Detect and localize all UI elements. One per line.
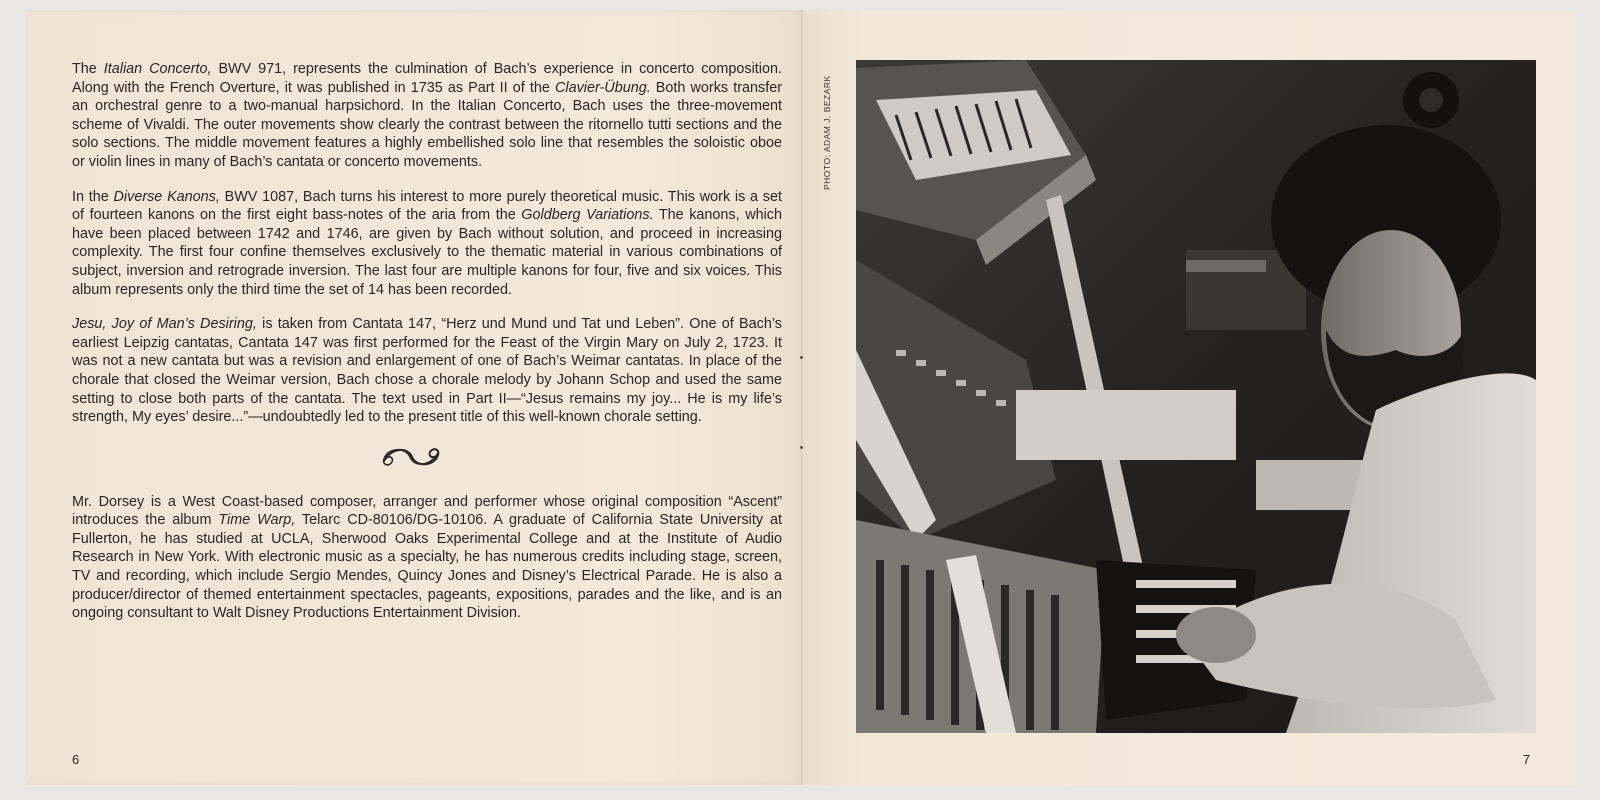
text-run: The — [72, 61, 104, 77]
italic-title: Italian Concerto, — [103, 61, 212, 77]
italic-title: Time Warp, — [218, 512, 296, 529]
italic-title: Clavier-Übung. — [554, 79, 651, 96]
paragraph-jesu-joy — [72, 315, 782, 427]
paragraph-diverse-kanons — [72, 188, 782, 300]
italic-title: Jesu, Joy of Man’s Desiring, — [72, 316, 257, 333]
paragraph-italian-concerto — [72, 60, 782, 172]
flourish-ornament-icon — [378, 443, 444, 471]
text-run: The kanons, which have been placed between 1742 and 1746, are given by Bach without solution, and proceed in increasing complexity. The first four confine themselves exclusively to the thematic material in various combinations of subject, inversion and retrograde inversion. The last four are multiple kanons for four, five and six voices. This album represents only the third time the set of 14 has been recorded. — [72, 207, 782, 298]
text-run: BWV 1087, Bach turns his interest to more purely theoretical music. This work is a set of fourteen kanons on the first eight bass-notes of the aria from the — [72, 188, 782, 224]
photo-illustration — [856, 60, 1536, 733]
text-run: Telarc CD-80106/DG-10106. A graduate of California State University at Fullerton, he has studied at UCLA, Sherwood Oaks Experimental College and at the Institute of Audio Research in New York. With electronic music as a specialty, he has numerous credits including stage, screen, TV and recording, which include Sergio Mendes, Quincy Jones and Disney’s Electrical Parade. He is also a producer/director of themed entertainment spectacles, pageants, expositions, parades and the like, and is an ongoing consultant to Walt Disney Productions Entertainment Division. — [72, 512, 782, 622]
left-page — [26, 10, 804, 785]
page-number-right: 7 — [1522, 752, 1530, 767]
paragraph-dorsey-bio — [72, 493, 782, 623]
italic-title: Diverse Kanons, — [113, 188, 220, 205]
text-run: In the — [72, 188, 114, 205]
page-number-left: 6 — [72, 752, 80, 767]
italic-title: Goldberg Variations. — [521, 207, 654, 224]
staple-hole — [800, 446, 803, 449]
body-text — [72, 60, 782, 639]
text-run: is taken from Cantata 147, “Herz und Mund und Tat und Leben”. One of Bach’s earliest Leipzig cantatas, Cantata 147 was first performed for the Feast of the Virgin Mary on July 2, 1723. It was not a new cantata but was a revision and enlargement of one of Bach’s Weimar cantatas. In place of the chorale that closed the Weimar version, Bach chose a chorale melody by Johann Schop and used the same setting to close both parts of the cantata. The text used in Part II—“Jesus remains my joy... He is my life’s strength, My eyes’ desire...”—undoubtedly led to the present title of this well-known chorale setting. — [72, 316, 782, 426]
text-run: BWV 971, represents the culmination of Bach’s experience in concerto composition. Along with the French Overture, it was published in 1735 as Part II of the — [72, 61, 782, 96]
text-run: Both works transfer an orchestral genre to a two-manual harpsichord. In the Italian Concerto, Bach uses the three-movement scheme of Vivaldi. The outer movements show clearly the contrast between the ritornello tutti sections and the solo sections. The middle movement features a highly embellished solo line that resembles the soloistic oboe or violin lines in many of Bach’s cantata or concerto movements. — [72, 79, 782, 170]
photo-credit: PHOTO: ADAM J. BEZARK — [822, 75, 832, 190]
text-run: Mr. Dorsey is a West Coast-based composer, arranger and performer whose original composition “Ascent” introduces the album — [72, 493, 782, 529]
staple-hole — [800, 356, 803, 359]
right-page — [804, 10, 1576, 785]
studio-photo — [856, 60, 1536, 733]
